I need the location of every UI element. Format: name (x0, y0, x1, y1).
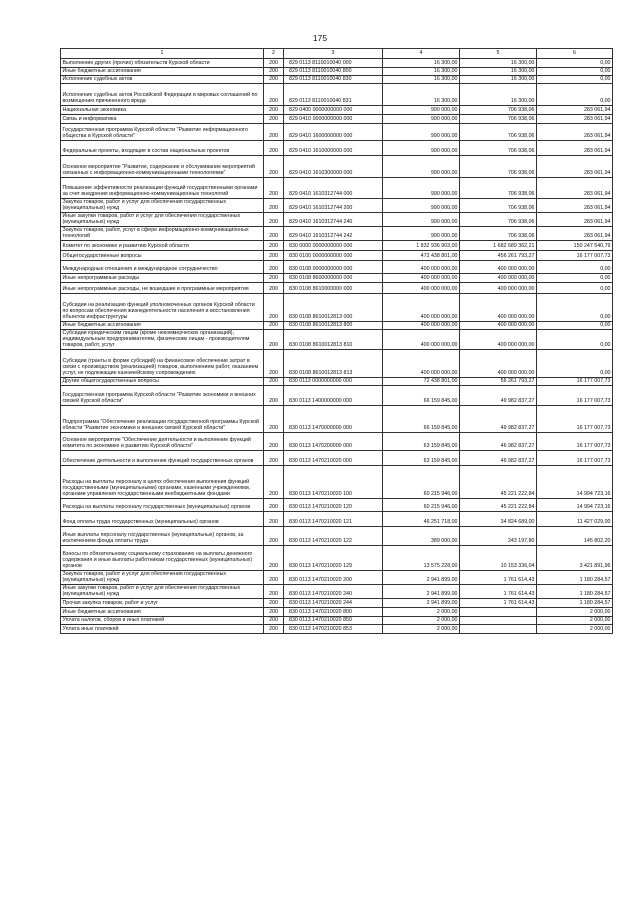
row-name: Субсидии на реализацию функций уполномоченных органов Курской области по вопросам обеспечения жизнедеятельности населения и восстановления объектов инфраструктуры (61, 294, 264, 322)
row-budget-code: 830 0113 1470210020 100 (284, 466, 383, 499)
row-amount-executed: 56 261 793,27 (460, 378, 537, 386)
table-row (61, 571, 613, 585)
row-amount-approved: 16 300,00 (383, 59, 460, 68)
row-amount-executed: 10 153 336,04 (460, 546, 537, 571)
row-name: Уплата иных платежей (61, 625, 264, 634)
row-code-group: 200 (264, 251, 284, 261)
row-budget-code: 830 0113 1470210020 121 (284, 512, 383, 527)
table-row (61, 466, 613, 499)
row-budget-code: 830 0100 0000000000 000 (284, 251, 383, 261)
row-amount-remaining: 2 000,00 (537, 608, 613, 617)
row-name: Основное мероприятие "Развитие, содержание и обслуживание мероприятий связанных с информационно-коммуникационными технологиями" (61, 156, 264, 178)
row-name: Обеспечение деятельности и выполнение функций государственных органов (61, 451, 264, 466)
row-budget-code: 829 0410 1610312744 200 (284, 199, 383, 213)
row-amount-remaining: 150 247 540,79 (537, 241, 613, 251)
row-amount-approved: 472 438 801,00 (383, 251, 460, 261)
table-row (61, 527, 613, 546)
row-code-group: 200 (264, 406, 284, 433)
row-amount-approved: 16 300,00 (383, 68, 460, 76)
table-row (61, 115, 613, 124)
row-amount-executed: 706 938,06 (460, 156, 537, 178)
table-row (61, 451, 613, 466)
row-name: Комитет по экономике и развитию Курской области (61, 241, 264, 251)
row-name: Взносы по обязательному социальному страхованию на выплаты денежного содержания и иные выплаты работникам государственных (муниципальных) органов (61, 546, 264, 571)
row-budget-code: 829 0113 8110010040 830 (284, 76, 383, 84)
row-code-group: 200 (264, 294, 284, 322)
row-name: Исполнение судебных актов (61, 76, 264, 84)
row-budget-code: 830 0113 1470210020 120 (284, 499, 383, 512)
row-amount-approved: 72 438 801,00 (383, 378, 460, 386)
row-amount-executed: 400 000 000,00 (460, 294, 537, 322)
row-amount-approved: 990 000,00 (383, 141, 460, 156)
row-amount-executed: 706 938,06 (460, 199, 537, 213)
table-row (61, 241, 613, 251)
row-amount-remaining: 0,00 (537, 322, 613, 330)
row-code-group: 200 (264, 330, 284, 350)
row-code-group: 200 (264, 512, 284, 527)
row-budget-code: 829 0410 1610312744 000 (284, 178, 383, 199)
row-amount-remaining: 283 061,94 (537, 199, 613, 213)
row-budget-code: 830 0108 8610012813 810 (284, 330, 383, 350)
table-row (61, 84, 613, 106)
row-budget-code: 830 0113 1470210020 129 (284, 546, 383, 571)
row-amount-executed: 400 000 000,00 (460, 350, 537, 378)
row-amount-executed: 49 982 837,27 (460, 386, 537, 406)
table-row (61, 433, 613, 451)
table-row (61, 124, 613, 141)
table-row (61, 322, 613, 330)
row-code-group: 200 (264, 59, 284, 68)
row-amount-approved: 46 251 718,00 (383, 512, 460, 527)
row-amount-executed: 456 261 793,27 (460, 251, 537, 261)
row-code-group: 200 (264, 350, 284, 378)
table-row (61, 625, 613, 634)
row-amount-remaining: 0,00 (537, 350, 613, 378)
row-amount-remaining: 1 180 284,57 (537, 571, 613, 585)
row-amount-approved: 60 215 946,00 (383, 466, 460, 499)
row-code-group: 200 (264, 283, 284, 294)
row-amount-approved: 990 000,00 (383, 115, 460, 124)
row-amount-executed (460, 608, 537, 617)
row-amount-remaining: 283 061,94 (537, 227, 613, 241)
row-code-group: 200 (264, 608, 284, 617)
row-budget-code: 829 0113 8110010040 831 (284, 84, 383, 106)
row-budget-code: 829 0410 1610300000 000 (284, 156, 383, 178)
row-amount-remaining: 16 177 007,73 (537, 433, 613, 451)
row-name: Иные бюджетные ассигнования (61, 68, 264, 76)
row-budget-code: 830 0113 1470210020 850 (284, 617, 383, 625)
row-name: Фонд оплаты труда государственных (муниципальных) органов (61, 512, 264, 527)
row-code-group: 200 (264, 106, 284, 115)
row-name: Иные закупки товаров, работ и услуг для обеспечения государственных (муниципальных) нужд (61, 213, 264, 227)
row-amount-approved: 2 941 899,00 (383, 599, 460, 608)
column-header: 5 (460, 49, 537, 59)
table-row (61, 386, 613, 406)
row-code-group: 200 (264, 599, 284, 608)
row-amount-approved: 60 215 946,00 (383, 499, 460, 512)
table-row (61, 141, 613, 156)
row-amount-executed: 400 000 000,00 (460, 261, 537, 274)
row-code-group: 200 (264, 617, 284, 625)
row-amount-remaining: 0,00 (537, 84, 613, 106)
row-budget-code: 829 0113 8110010040 000 (284, 59, 383, 68)
row-budget-code: 830 0113 1400000000 000 (284, 386, 383, 406)
row-name: Закупка товаров, работ и услуг для обеспечения государственных (муниципальных) нужд (61, 571, 264, 585)
table-row (61, 585, 613, 599)
row-amount-approved: 400 000 000,00 (383, 330, 460, 350)
row-amount-remaining: 16 177 007,73 (537, 378, 613, 386)
row-amount-executed: 243 197,80 (460, 527, 537, 546)
row-code-group: 200 (264, 115, 284, 124)
table-row (61, 106, 613, 115)
row-budget-code: 829 0410 1610312744 240 (284, 213, 383, 227)
table-row (61, 274, 613, 283)
row-code-group: 200 (264, 274, 284, 283)
row-budget-code: 830 0113 1470210020 122 (284, 527, 383, 546)
row-amount-remaining: 11 427 029,00 (537, 512, 613, 527)
row-amount-remaining: 2 000,00 (537, 617, 613, 625)
row-name: Иные непрограммные расходы, не вошедшие в программные мероприятия (61, 283, 264, 294)
table-row (61, 199, 613, 213)
row-budget-code: 830 0113 1470210020 853 (284, 625, 383, 634)
row-amount-approved: 2 000,00 (383, 608, 460, 617)
row-name: Основное мероприятие "Обеспечение деятельности и выполнение функций комитета по экономике и развитию Курской области" (61, 433, 264, 451)
row-code-group: 200 (264, 213, 284, 227)
row-amount-remaining: 0,00 (537, 76, 613, 84)
row-budget-code: 830 0113 1470210020 244 (284, 599, 383, 608)
row-code-group: 200 (264, 141, 284, 156)
row-amount-approved: 2 000,00 (383, 617, 460, 625)
row-budget-code: 830 0113 1470210020 200 (284, 571, 383, 585)
row-budget-code: 829 0410 0000000000 000 (284, 115, 383, 124)
row-budget-code: 830 0000 0000000000 000 (284, 241, 383, 251)
row-budget-code: 830 0113 1470210020 000 (284, 451, 383, 466)
row-amount-remaining: 2 000,00 (537, 625, 613, 634)
row-code-group: 200 (264, 499, 284, 512)
table-row (61, 546, 613, 571)
row-budget-code: 829 0113 8110010040 800 (284, 68, 383, 76)
row-amount-remaining: 283 061,94 (537, 178, 613, 199)
row-name: Исполнение судебных актов Российской Федерации и мировых соглашений по возмещению причиненного вреда (61, 84, 264, 106)
row-amount-executed: 1 761 614,43 (460, 599, 537, 608)
row-amount-approved: 63 159 845,00 (383, 451, 460, 466)
row-amount-remaining: 283 061,94 (537, 124, 613, 141)
row-code-group: 200 (264, 378, 284, 386)
row-name: Субсидии юридическим лицам (кроме некоммерческих организаций), индивидуальным предпринимателям, физическим лицам - производителям товаров, работ, услуг (61, 330, 264, 350)
row-amount-executed: 400 000 000,00 (460, 283, 537, 294)
row-amount-approved: 2 000,00 (383, 625, 460, 634)
row-amount-executed: 46 982 837,27 (460, 433, 537, 451)
table-row (61, 294, 613, 322)
row-code-group: 200 (264, 585, 284, 599)
row-name: Прочая закупка товаров, работ и услуг (61, 599, 264, 608)
row-name: Расходы на выплаты персоналу государственных (муниципальных) органов (61, 499, 264, 512)
table-row (61, 378, 613, 386)
table-row (61, 350, 613, 378)
row-amount-remaining: 14 994 723,16 (537, 466, 613, 499)
row-amount-executed: 16 300,00 (460, 59, 537, 68)
row-amount-remaining: 283 061,94 (537, 213, 613, 227)
row-amount-remaining: 0,00 (537, 283, 613, 294)
row-amount-remaining: 0,00 (537, 68, 613, 76)
table-row (61, 251, 613, 261)
row-amount-approved: 990 000,00 (383, 106, 460, 115)
row-amount-remaining: 14 994 723,16 (537, 499, 613, 512)
row-code-group: 200 (264, 156, 284, 178)
row-amount-approved: 66 159 845,00 (383, 406, 460, 433)
row-budget-code: 830 0113 1470210020 240 (284, 585, 383, 599)
row-code-group: 200 (264, 84, 284, 106)
row-code-group: 200 (264, 386, 284, 406)
row-amount-remaining: 283 061,94 (537, 115, 613, 124)
row-amount-remaining: 0,00 (537, 274, 613, 283)
row-amount-remaining: 1 180 284,57 (537, 599, 613, 608)
column-header: 6 (537, 49, 613, 59)
row-amount-approved: 63 159 845,00 (383, 433, 460, 451)
row-amount-remaining: 0,00 (537, 59, 613, 68)
row-amount-executed: 16 300,00 (460, 84, 537, 106)
row-name: Государственная программа Курской области "Развитие экономики и внешних связей Курской области" (61, 386, 264, 406)
row-amount-approved: 2 941 899,00 (383, 585, 460, 599)
row-code-group: 200 (264, 451, 284, 466)
table-row (61, 59, 613, 68)
row-amount-executed: 706 938,06 (460, 213, 537, 227)
column-header: 2 (264, 49, 284, 59)
table-row (61, 406, 613, 433)
row-amount-approved: 400 000 000,00 (383, 350, 460, 378)
row-budget-code: 829 0410 1600000000 000 (284, 124, 383, 141)
row-amount-executed: 706 938,06 (460, 124, 537, 141)
row-budget-code: 830 0113 0000000000 000 (284, 378, 383, 386)
row-code-group: 200 (264, 546, 284, 571)
row-name: Выполнение других (прочих) обязательств Курской области (61, 59, 264, 68)
table-row (61, 283, 613, 294)
page-number: 175 (312, 33, 328, 43)
row-amount-executed: 706 938,06 (460, 227, 537, 241)
row-amount-executed: 706 938,06 (460, 178, 537, 199)
row-budget-code: 829 0410 1610312744 242 (284, 227, 383, 241)
row-budget-code: 829 0410 1610000000 000 (284, 141, 383, 156)
row-amount-executed: 49 982 837,27 (460, 406, 537, 433)
row-amount-remaining: 16 177 007,73 (537, 406, 613, 433)
row-code-group: 200 (264, 527, 284, 546)
row-name: Повышение эффективности реализации функций государственными органами за счет внедрения информационно-коммуникационных технологий (61, 178, 264, 199)
row-budget-code: 830 0108 0000000000 000 (284, 261, 383, 274)
table-row (61, 156, 613, 178)
row-amount-remaining: 0,00 (537, 330, 613, 350)
row-code-group: 200 (264, 433, 284, 451)
row-amount-approved: 990 000,00 (383, 213, 460, 227)
row-amount-remaining: 0,00 (537, 294, 613, 322)
row-amount-executed (460, 625, 537, 634)
column-header: 4 (383, 49, 460, 59)
table-row (61, 512, 613, 527)
row-name: Закупка товаров, работ, услуг в сфере информационно-коммуникационных технологий (61, 227, 264, 241)
row-name: Международные отношения и международное сотрудничество (61, 261, 264, 274)
row-amount-remaining: 1 180 284,57 (537, 585, 613, 599)
row-amount-executed: 400 000 000,00 (460, 322, 537, 330)
row-amount-remaining: 283 061,94 (537, 141, 613, 156)
row-name: Иные бюджетные ассигнования (61, 608, 264, 617)
row-amount-executed (460, 617, 537, 625)
budget-table (60, 48, 613, 634)
row-amount-approved: 1 832 936 903,00 (383, 241, 460, 251)
row-amount-executed: 1 761 614,43 (460, 571, 537, 585)
row-code-group: 200 (264, 322, 284, 330)
row-amount-remaining: 145 802,20 (537, 527, 613, 546)
table-row (61, 213, 613, 227)
table-row (61, 608, 613, 617)
row-name: Национальная экономика (61, 106, 264, 115)
row-amount-approved: 16 300,00 (383, 76, 460, 84)
row-amount-approved: 400 000 000,00 (383, 261, 460, 274)
row-amount-executed: 16 300,00 (460, 68, 537, 76)
row-budget-code: 830 0113 1470200000 000 (284, 433, 383, 451)
row-amount-remaining: 283 061,94 (537, 106, 613, 115)
row-amount-approved: 400 000 000,00 (383, 283, 460, 294)
row-code-group: 200 (264, 227, 284, 241)
row-amount-approved: 990 000,00 (383, 124, 460, 141)
row-budget-code: 830 0108 8600000000 000 (284, 274, 383, 283)
table-row (61, 178, 613, 199)
row-code-group: 200 (264, 625, 284, 634)
table-row (61, 261, 613, 274)
row-code-group: 200 (264, 68, 284, 76)
row-budget-code: 830 0108 8610012813 813 (284, 350, 383, 378)
row-amount-executed: 34 824 689,00 (460, 512, 537, 527)
row-amount-approved: 990 000,00 (383, 156, 460, 178)
row-name: Федеральные проекты, входящие в состав национальных проектов (61, 141, 264, 156)
row-name: Государственная программа Курской области "Развитие информационного общества в Курской области" (61, 124, 264, 141)
row-amount-remaining: 283 061,94 (537, 156, 613, 178)
row-amount-approved: 16 300,00 (383, 84, 460, 106)
row-amount-remaining: 16 177 007,73 (537, 251, 613, 261)
row-budget-code: 830 0108 8610000000 000 (284, 283, 383, 294)
row-name: Иные бюджетные ассигнования (61, 322, 264, 330)
row-name: Закупка товаров, работ и услуг для обеспечения государственных (муниципальных) нужд (61, 199, 264, 213)
row-amount-executed: 400 000 000,00 (460, 330, 537, 350)
table-row (61, 617, 613, 625)
row-code-group: 200 (264, 241, 284, 251)
row-name: Уплата налогов, сборов и иных платежей (61, 617, 264, 625)
row-amount-executed: 706 938,06 (460, 115, 537, 124)
row-amount-executed: 45 221 222,84 (460, 499, 537, 512)
row-name: Иные закупки товаров, работ и услуг для обеспечения государственных (муниципальных) нужд (61, 585, 264, 599)
row-budget-code: 830 0108 8610012813 000 (284, 294, 383, 322)
row-amount-executed: 706 938,06 (460, 141, 537, 156)
row-name: Иные непрограммные расходы (61, 274, 264, 283)
row-name: Расходы на выплаты персоналу в целях обеспечения выполнения функций государственными (муниципальными) органами, казенными учреждениями, органами управления государственными внебюджетными фондами (61, 466, 264, 499)
row-name: Иные выплаты персоналу государственных (муниципальных) органов, за исключением фонда оплаты труда (61, 527, 264, 546)
row-name: Связь и информатика (61, 115, 264, 124)
row-code-group: 200 (264, 261, 284, 274)
row-amount-remaining: 16 177 007,73 (537, 451, 613, 466)
row-amount-executed: 46 982 837,27 (460, 451, 537, 466)
row-code-group: 200 (264, 124, 284, 141)
row-name: Другие общегосударственные вопросы (61, 378, 264, 386)
table-row (61, 227, 613, 241)
table-row (61, 76, 613, 84)
header-row (61, 49, 613, 59)
row-code-group: 200 (264, 178, 284, 199)
row-code-group: 200 (264, 199, 284, 213)
row-budget-code: 830 0113 1470000000 000 (284, 406, 383, 433)
row-budget-code: 830 0113 1470210020 800 (284, 608, 383, 617)
column-header: 1 (61, 49, 264, 59)
row-amount-approved: 990 000,00 (383, 227, 460, 241)
row-amount-executed: 1 682 689 362,21 (460, 241, 537, 251)
row-amount-executed: 1 761 614,43 (460, 585, 537, 599)
table-row (61, 68, 613, 76)
row-amount-remaining: 3 421 891,96 (537, 546, 613, 571)
row-name: Общегосударственные вопросы (61, 251, 264, 261)
row-amount-approved: 389 000,00 (383, 527, 460, 546)
row-amount-remaining: 0,00 (537, 261, 613, 274)
row-amount-executed: 400 000 000,00 (460, 274, 537, 283)
row-amount-approved: 2 941 899,00 (383, 571, 460, 585)
table-row (61, 330, 613, 350)
table-row (61, 599, 613, 608)
row-code-group: 200 (264, 76, 284, 84)
row-amount-approved: 400 000 000,00 (383, 294, 460, 322)
row-code-group: 200 (264, 571, 284, 585)
row-amount-executed: 16 300,00 (460, 76, 537, 84)
row-name: Субсидии (гранты в форме субсидий) на финансовое обеспечение затрат в связи с производством (реализацией) товаров, выполнением работ, оказанием услуг, не подлежащие казначейскому сопровождению (61, 350, 264, 378)
row-amount-executed: 706 938,06 (460, 106, 537, 115)
row-amount-approved: 400 000 000,00 (383, 274, 460, 283)
row-amount-approved: 66 159 845,00 (383, 386, 460, 406)
row-amount-approved: 990 000,00 (383, 178, 460, 199)
row-budget-code: 830 0108 8610012813 800 (284, 322, 383, 330)
row-budget-code: 829 0400 0000000000 000 (284, 106, 383, 115)
column-header: 3 (284, 49, 383, 59)
row-amount-executed: 45 221 222,84 (460, 466, 537, 499)
row-amount-approved: 990 000,00 (383, 199, 460, 213)
row-amount-approved: 400 000 000,00 (383, 322, 460, 330)
row-name: Подпрограмма "Обеспечение реализации государственной программы Курской области "Развитие экономики и внешних связей Курской области" (61, 406, 264, 433)
row-amount-approved: 13 575 228,00 (383, 546, 460, 571)
table-row (61, 499, 613, 512)
row-code-group: 200 (264, 466, 284, 499)
row-amount-remaining: 16 177 007,73 (537, 386, 613, 406)
